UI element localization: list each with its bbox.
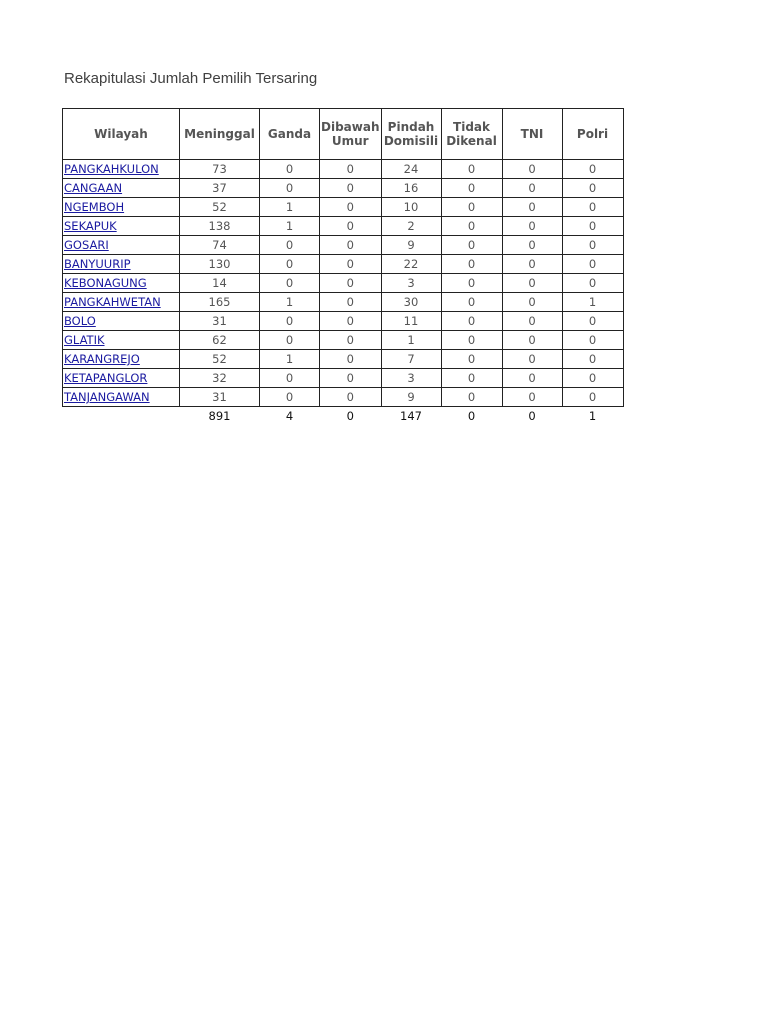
- cell-pindah-domisili: 11: [381, 312, 441, 331]
- header-pindah-domisili: [381, 109, 441, 160]
- totals-row: [63, 407, 624, 426]
- cell-tidak-dikenal: 0: [441, 160, 502, 179]
- region-link[interactable]: KARANGREJO: [64, 352, 140, 366]
- cell-pindah-domisili: 9: [381, 388, 441, 407]
- header-tidak-dikenal: [441, 109, 502, 160]
- cell-tidak-dikenal: 0: [441, 293, 502, 312]
- table-row: [63, 160, 624, 179]
- region-link[interactable]: GLATIK: [64, 333, 105, 347]
- cell-meninggal: 31: [180, 312, 260, 331]
- table-row: [63, 198, 624, 217]
- region-link[interactable]: SEKAPUK: [64, 219, 117, 233]
- cell-polri: 0: [562, 160, 623, 179]
- region-link[interactable]: KEBONAGUNG: [64, 276, 147, 290]
- table-row: [63, 350, 624, 369]
- header-ganda: Ganda: [260, 109, 320, 160]
- cell-dibawah-umur: 0: [320, 388, 382, 407]
- cell-polri: 0: [562, 274, 623, 293]
- total-tni: 0: [528, 409, 536, 423]
- total-pindah-domisili: 147: [400, 409, 422, 423]
- header-dibawah-line2: Umur: [331, 134, 369, 148]
- header-tidak-line2: Dikenal: [446, 134, 497, 148]
- cell-wilayah: [63, 350, 180, 369]
- cell-tidak-dikenal: 0: [441, 388, 502, 407]
- cell-ganda: 0: [260, 160, 320, 179]
- cell-meninggal: 74: [180, 236, 260, 255]
- table-row: [63, 388, 624, 407]
- cell-dibawah-umur: 0: [320, 160, 382, 179]
- cell-pindah-domisili: 1: [381, 331, 441, 350]
- header-dibawah-line1: Dibawah: [321, 120, 380, 134]
- cell-pindah-domisili: 3: [381, 369, 441, 388]
- cell-ganda: 1: [260, 293, 320, 312]
- cell-polri: 0: [562, 179, 623, 198]
- recap-table: [62, 108, 624, 425]
- cell-meninggal: 14: [180, 274, 260, 293]
- header-pindah-line2: Domisili: [383, 134, 439, 148]
- total-ganda: 4: [285, 409, 294, 423]
- cell-dibawah-umur: 0: [320, 331, 382, 350]
- table-row: [63, 331, 624, 350]
- cell-tni: 0: [502, 312, 562, 331]
- cell-ganda: 0: [260, 255, 320, 274]
- cell-tni: 0: [502, 236, 562, 255]
- region-link[interactable]: BOLO: [64, 314, 96, 328]
- cell-polri: 0: [562, 331, 623, 350]
- cell-tni: 0: [502, 179, 562, 198]
- cell-meninggal: 37: [180, 179, 260, 198]
- cell-tni: 0: [502, 274, 562, 293]
- header-polri: Polri: [562, 109, 623, 160]
- header-tni: TNI: [502, 109, 562, 160]
- cell-meninggal: 31: [180, 388, 260, 407]
- cell-pindah-domisili: 30: [381, 293, 441, 312]
- cell-dibawah-umur: 0: [320, 179, 382, 198]
- region-link[interactable]: TANJANGAWAN: [64, 390, 150, 404]
- region-link[interactable]: CANGAAN: [64, 181, 123, 195]
- cell-polri: 0: [562, 312, 623, 331]
- cell-tidak-dikenal: 0: [441, 331, 502, 350]
- region-link[interactable]: KETAPANGLOR: [64, 371, 148, 385]
- cell-ganda: 0: [260, 274, 320, 293]
- cell-tni: 0: [502, 255, 562, 274]
- cell-wilayah: [63, 388, 180, 407]
- cell-ganda: 0: [260, 388, 320, 407]
- cell-ganda: 1: [260, 198, 320, 217]
- region-link[interactable]: PANGKAHKULON: [64, 162, 159, 176]
- cell-tidak-dikenal: 0: [441, 312, 502, 331]
- header-dibawah-umur: [320, 109, 382, 160]
- table-row: [63, 217, 624, 236]
- cell-meninggal: 32: [180, 369, 260, 388]
- header-wilayah: Wilayah: [63, 109, 180, 160]
- cell-tni: 0: [502, 293, 562, 312]
- cell-tidak-dikenal: 0: [441, 274, 502, 293]
- table-row: [63, 236, 624, 255]
- cell-wilayah: [63, 217, 180, 236]
- cell-pindah-domisili: 3: [381, 274, 441, 293]
- table-row: [63, 312, 624, 331]
- cell-wilayah: [63, 236, 180, 255]
- cell-pindah-domisili: 10: [381, 198, 441, 217]
- cell-tni: 0: [502, 160, 562, 179]
- table-row: [63, 293, 624, 312]
- region-link[interactable]: GOSARI: [64, 238, 109, 252]
- cell-wilayah: [63, 198, 180, 217]
- cell-dibawah-umur: 0: [320, 198, 382, 217]
- header-pindah-line1: Pindah: [387, 120, 435, 134]
- cell-meninggal: 73: [180, 160, 260, 179]
- cell-ganda: 0: [260, 369, 320, 388]
- cell-wilayah: [63, 274, 180, 293]
- cell-ganda: 0: [260, 236, 320, 255]
- header-meninggal: Meninggal: [180, 109, 260, 160]
- table-row: [63, 369, 624, 388]
- cell-dibawah-umur: 0: [320, 255, 382, 274]
- cell-tidak-dikenal: 0: [441, 369, 502, 388]
- cell-pindah-domisili: 22: [381, 255, 441, 274]
- cell-tni: 0: [502, 198, 562, 217]
- total-meninggal: 891: [208, 409, 231, 423]
- cell-meninggal: 130: [180, 255, 260, 274]
- cell-polri: 1: [562, 293, 623, 312]
- cell-tni: 0: [502, 388, 562, 407]
- total-tidak-dikenal: 0: [467, 409, 476, 423]
- cell-dibawah-umur: 0: [320, 274, 382, 293]
- cell-pindah-domisili: 16: [381, 179, 441, 198]
- cell-tidak-dikenal: 0: [441, 198, 502, 217]
- table-row: [63, 255, 624, 274]
- cell-polri: 0: [562, 350, 623, 369]
- cell-wilayah: [63, 331, 180, 350]
- cell-meninggal: 52: [180, 198, 260, 217]
- cell-ganda: 0: [260, 331, 320, 350]
- cell-ganda: 0: [260, 312, 320, 331]
- cell-tidak-dikenal: 0: [441, 217, 502, 236]
- cell-polri: 0: [562, 369, 623, 388]
- cell-tni: 0: [502, 369, 562, 388]
- cell-polri: 0: [562, 255, 623, 274]
- cell-wilayah: [63, 179, 180, 198]
- table-body: [63, 160, 624, 407]
- cell-polri: 0: [562, 236, 623, 255]
- table-row: [63, 179, 624, 198]
- cell-ganda: 1: [260, 350, 320, 369]
- cell-dibawah-umur: 0: [320, 236, 382, 255]
- total-dibawah-umur: 0: [346, 409, 354, 423]
- cell-tni: 0: [502, 217, 562, 236]
- cell-dibawah-umur: 0: [320, 293, 382, 312]
- cell-wilayah: [63, 312, 180, 331]
- cell-tidak-dikenal: 0: [441, 350, 502, 369]
- totals-label-cell: [63, 407, 180, 426]
- page-title: Rekapitulasi Jumlah Pemilih Tersaring: [64, 70, 318, 87]
- cell-dibawah-umur: 0: [320, 312, 382, 331]
- cell-pindah-domisili: 9: [381, 236, 441, 255]
- cell-dibawah-umur: 0: [320, 217, 382, 236]
- cell-wilayah: [63, 255, 180, 274]
- table-header-row: [63, 109, 624, 160]
- cell-meninggal: 62: [180, 331, 260, 350]
- cell-meninggal: 165: [180, 293, 260, 312]
- cell-wilayah: [63, 293, 180, 312]
- cell-pindah-domisili: 7: [381, 350, 441, 369]
- cell-polri: 0: [562, 388, 623, 407]
- cell-tidak-dikenal: 0: [441, 179, 502, 198]
- cell-pindah-domisili: 2: [381, 217, 441, 236]
- cell-meninggal: 52: [180, 350, 260, 369]
- cell-dibawah-umur: 0: [320, 350, 382, 369]
- cell-tni: 0: [502, 331, 562, 350]
- cell-tni: 0: [502, 350, 562, 369]
- cell-meninggal: 138: [180, 217, 260, 236]
- cell-polri: 0: [562, 217, 623, 236]
- region-link[interactable]: NGEMBOH: [64, 200, 125, 214]
- cell-ganda: 1: [260, 217, 320, 236]
- table-row: [63, 274, 624, 293]
- cell-dibawah-umur: 0: [320, 369, 382, 388]
- total-polri: 1: [588, 409, 597, 423]
- cell-tidak-dikenal: 0: [441, 236, 502, 255]
- header-tidak-line1: Tidak: [453, 120, 490, 134]
- cell-ganda: 0: [260, 179, 320, 198]
- region-link[interactable]: PANGKAHWETAN: [64, 295, 161, 309]
- cell-wilayah: [63, 160, 180, 179]
- region-link[interactable]: BANYUURIP: [64, 257, 131, 271]
- cell-wilayah: [63, 369, 180, 388]
- cell-polri: 0: [562, 198, 623, 217]
- cell-pindah-domisili: 24: [381, 160, 441, 179]
- cell-tidak-dikenal: 0: [441, 255, 502, 274]
